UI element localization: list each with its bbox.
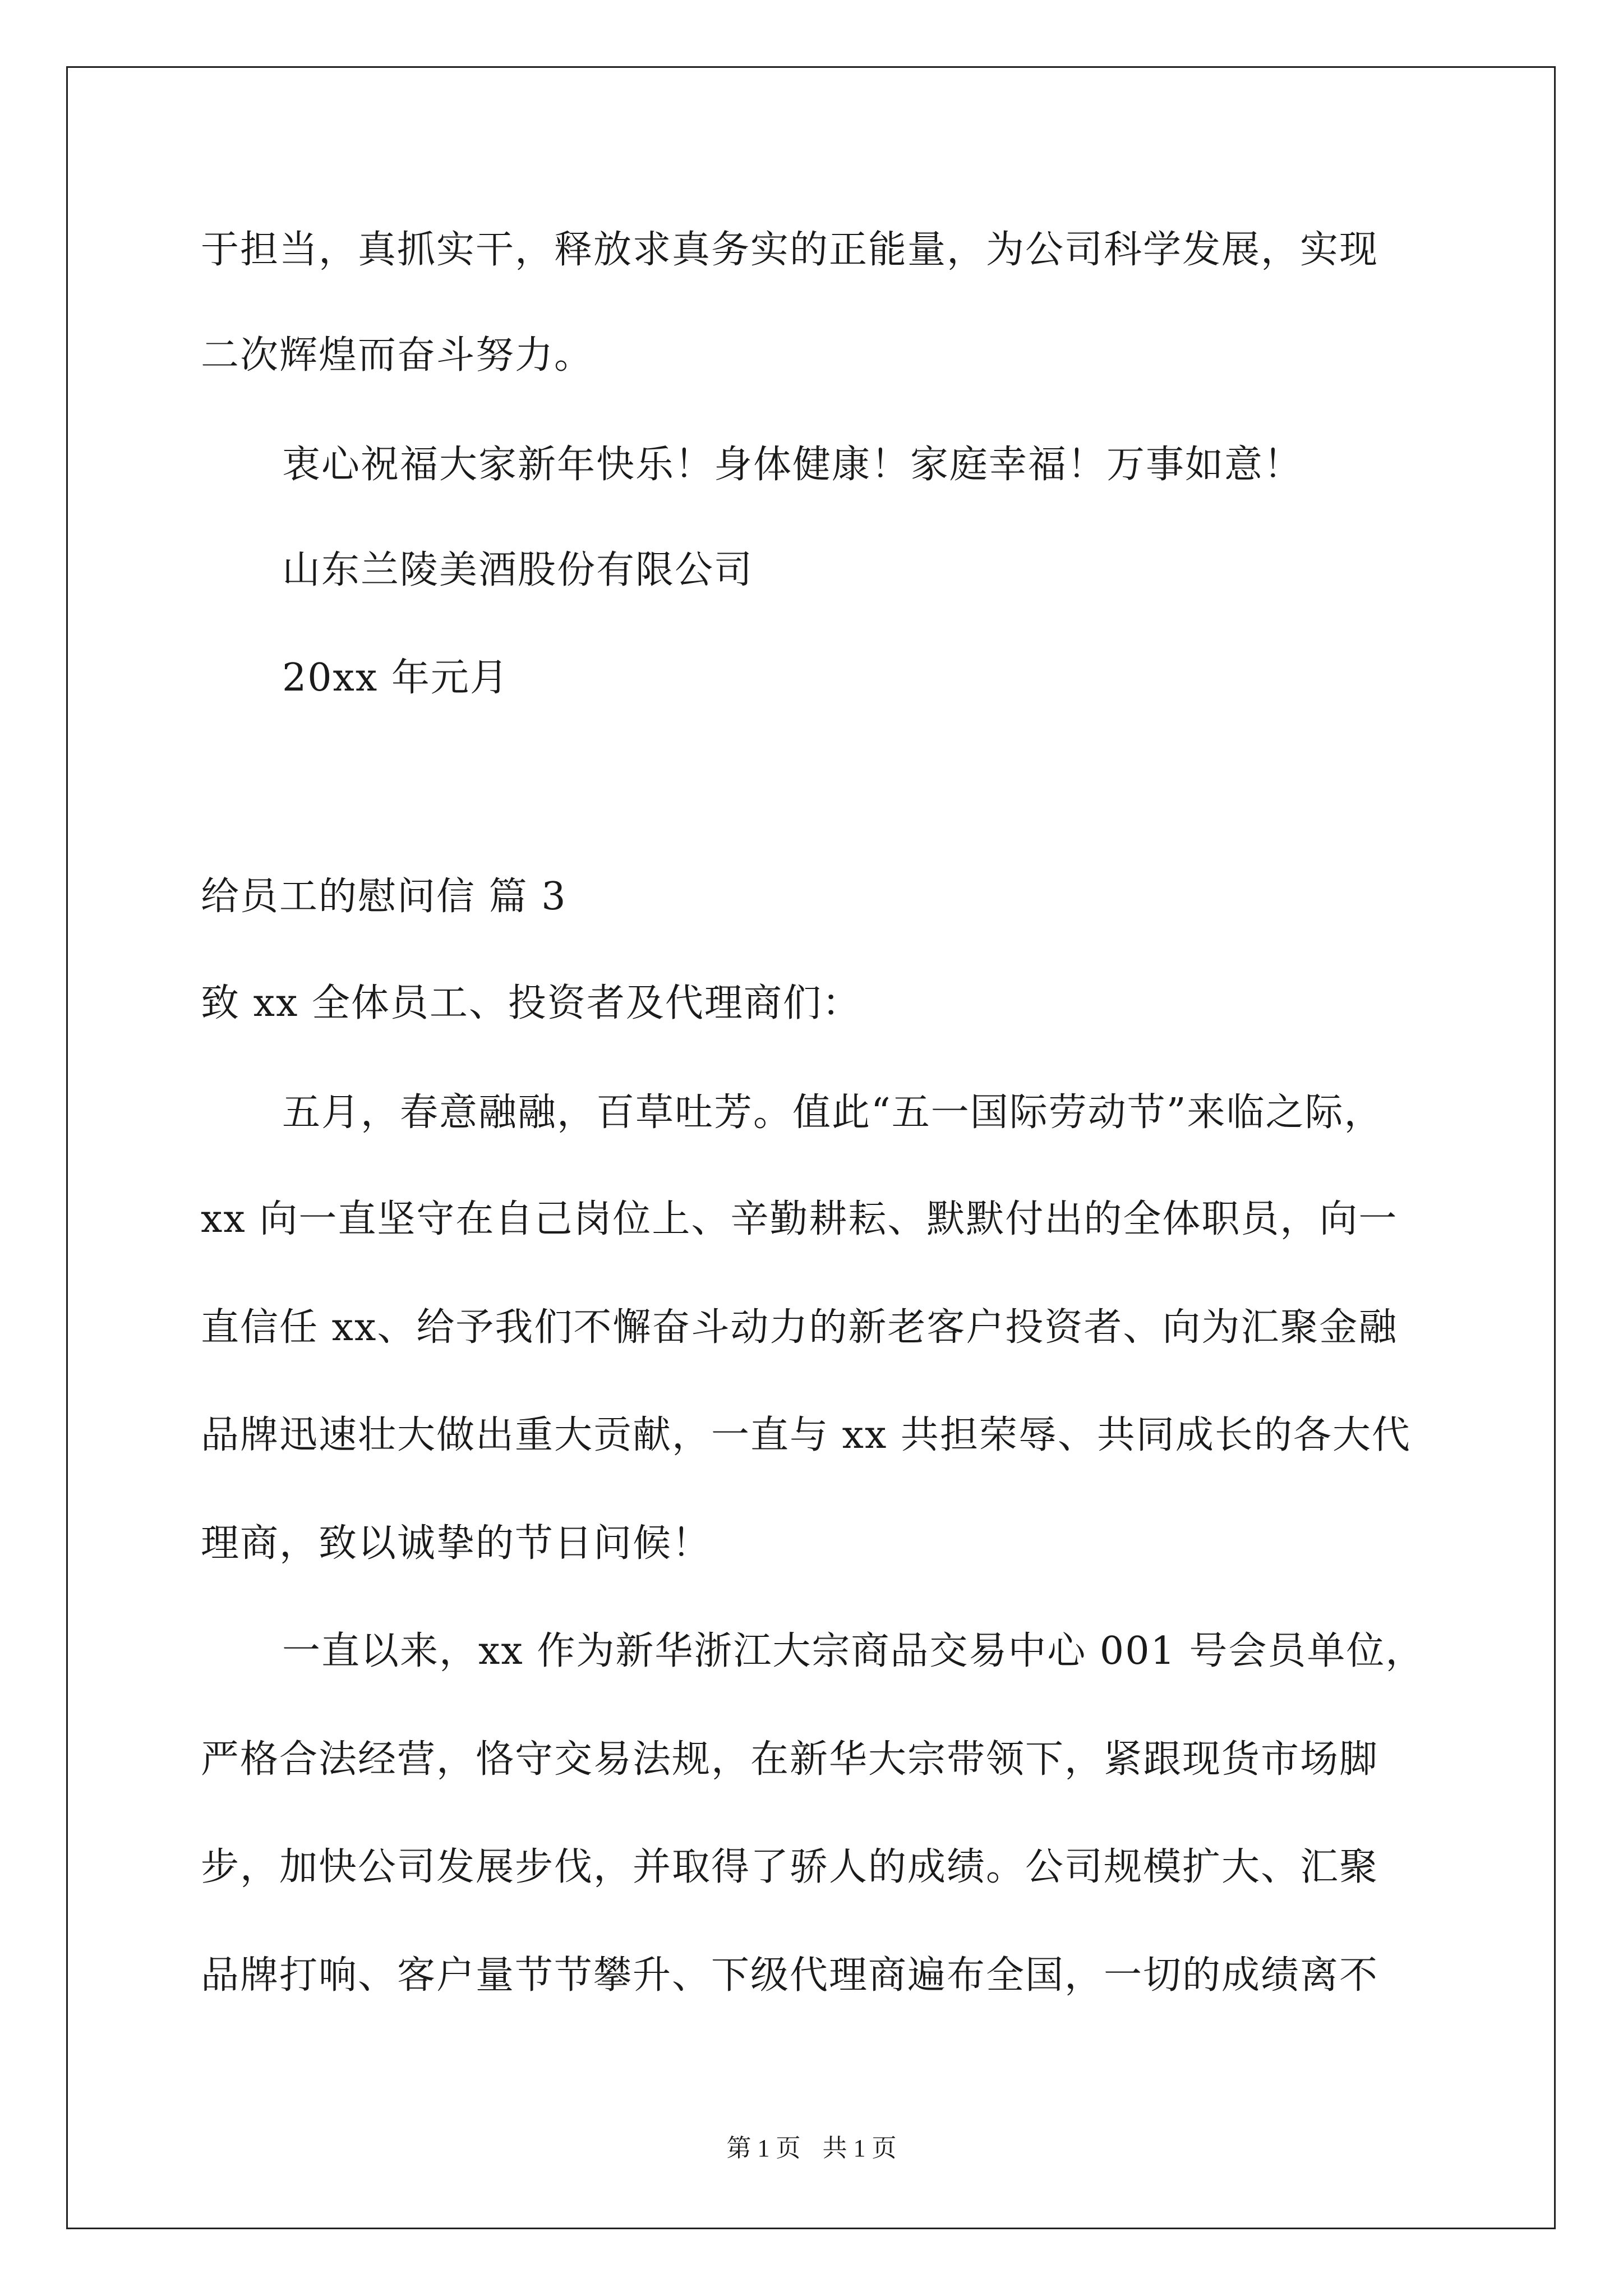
page-footer [0,2136,1623,2161]
paragraph-line: 品牌打响、客户量节节攀升、下级代理商遍布全国，一切的成绩离不 [201,1953,1379,1998]
paragraph-line: 步，加快公司发展步伐，并取得了骄人的成绩。公司规模扩大、汇聚 [201,1845,1379,1889]
paragraph-line: 严格合法经营，恪守交易法规，在新华大宗带领下，紧跟现货市场脚 [201,1737,1379,1782]
paragraph-line: 二次辉煌而奋斗努力。 [201,333,594,378]
page-number-total: 共 1 页 [822,2134,897,2162]
section-title: 给员工的慰问信 篇 3 [201,875,567,919]
paragraph-line: 理商，致以诚挚的节日问候！ [201,1521,712,1566]
salutation: 致 xx 全体员工、投资者及代理商们： [201,981,861,1025]
paragraph-line: 直信任 xx、给予我们不懈奋斗动力的新老客户投资者、向为汇聚金融 [201,1305,1398,1350]
paragraph-line: 一直以来，xx 作为新华浙江大宗商品交易中心 001 号会员单位， [282,1629,1425,1673]
paragraph-line: 于担当，真抓实干，释放求真务实的正能量，为公司科学发展，实现 [201,228,1379,272]
signature-date: 20xx 年元月 [282,656,509,700]
page-border [66,66,1556,2229]
signature-company: 山东兰陵美酒股份有限公司 [282,548,754,592]
paragraph-line: 五月，春意融融，百草吐芳。值此“五一国际劳动节”来临之际， [282,1091,1384,1135]
paragraph-line: xx 向一直坚守在自己岗位上、辛勤耕耘、默默付出的全体职员，向一 [201,1197,1398,1241]
paragraph-line: 品牌迅速壮大做出重大贡献，一直与 xx 共担荣辱、共同成长的各大代 [201,1413,1411,1457]
page-number-current: 第 1 页 [726,2134,801,2162]
wish-line: 衷心祝福大家新年快乐！身体健康！家庭幸福！万事如意！ [282,443,1303,487]
